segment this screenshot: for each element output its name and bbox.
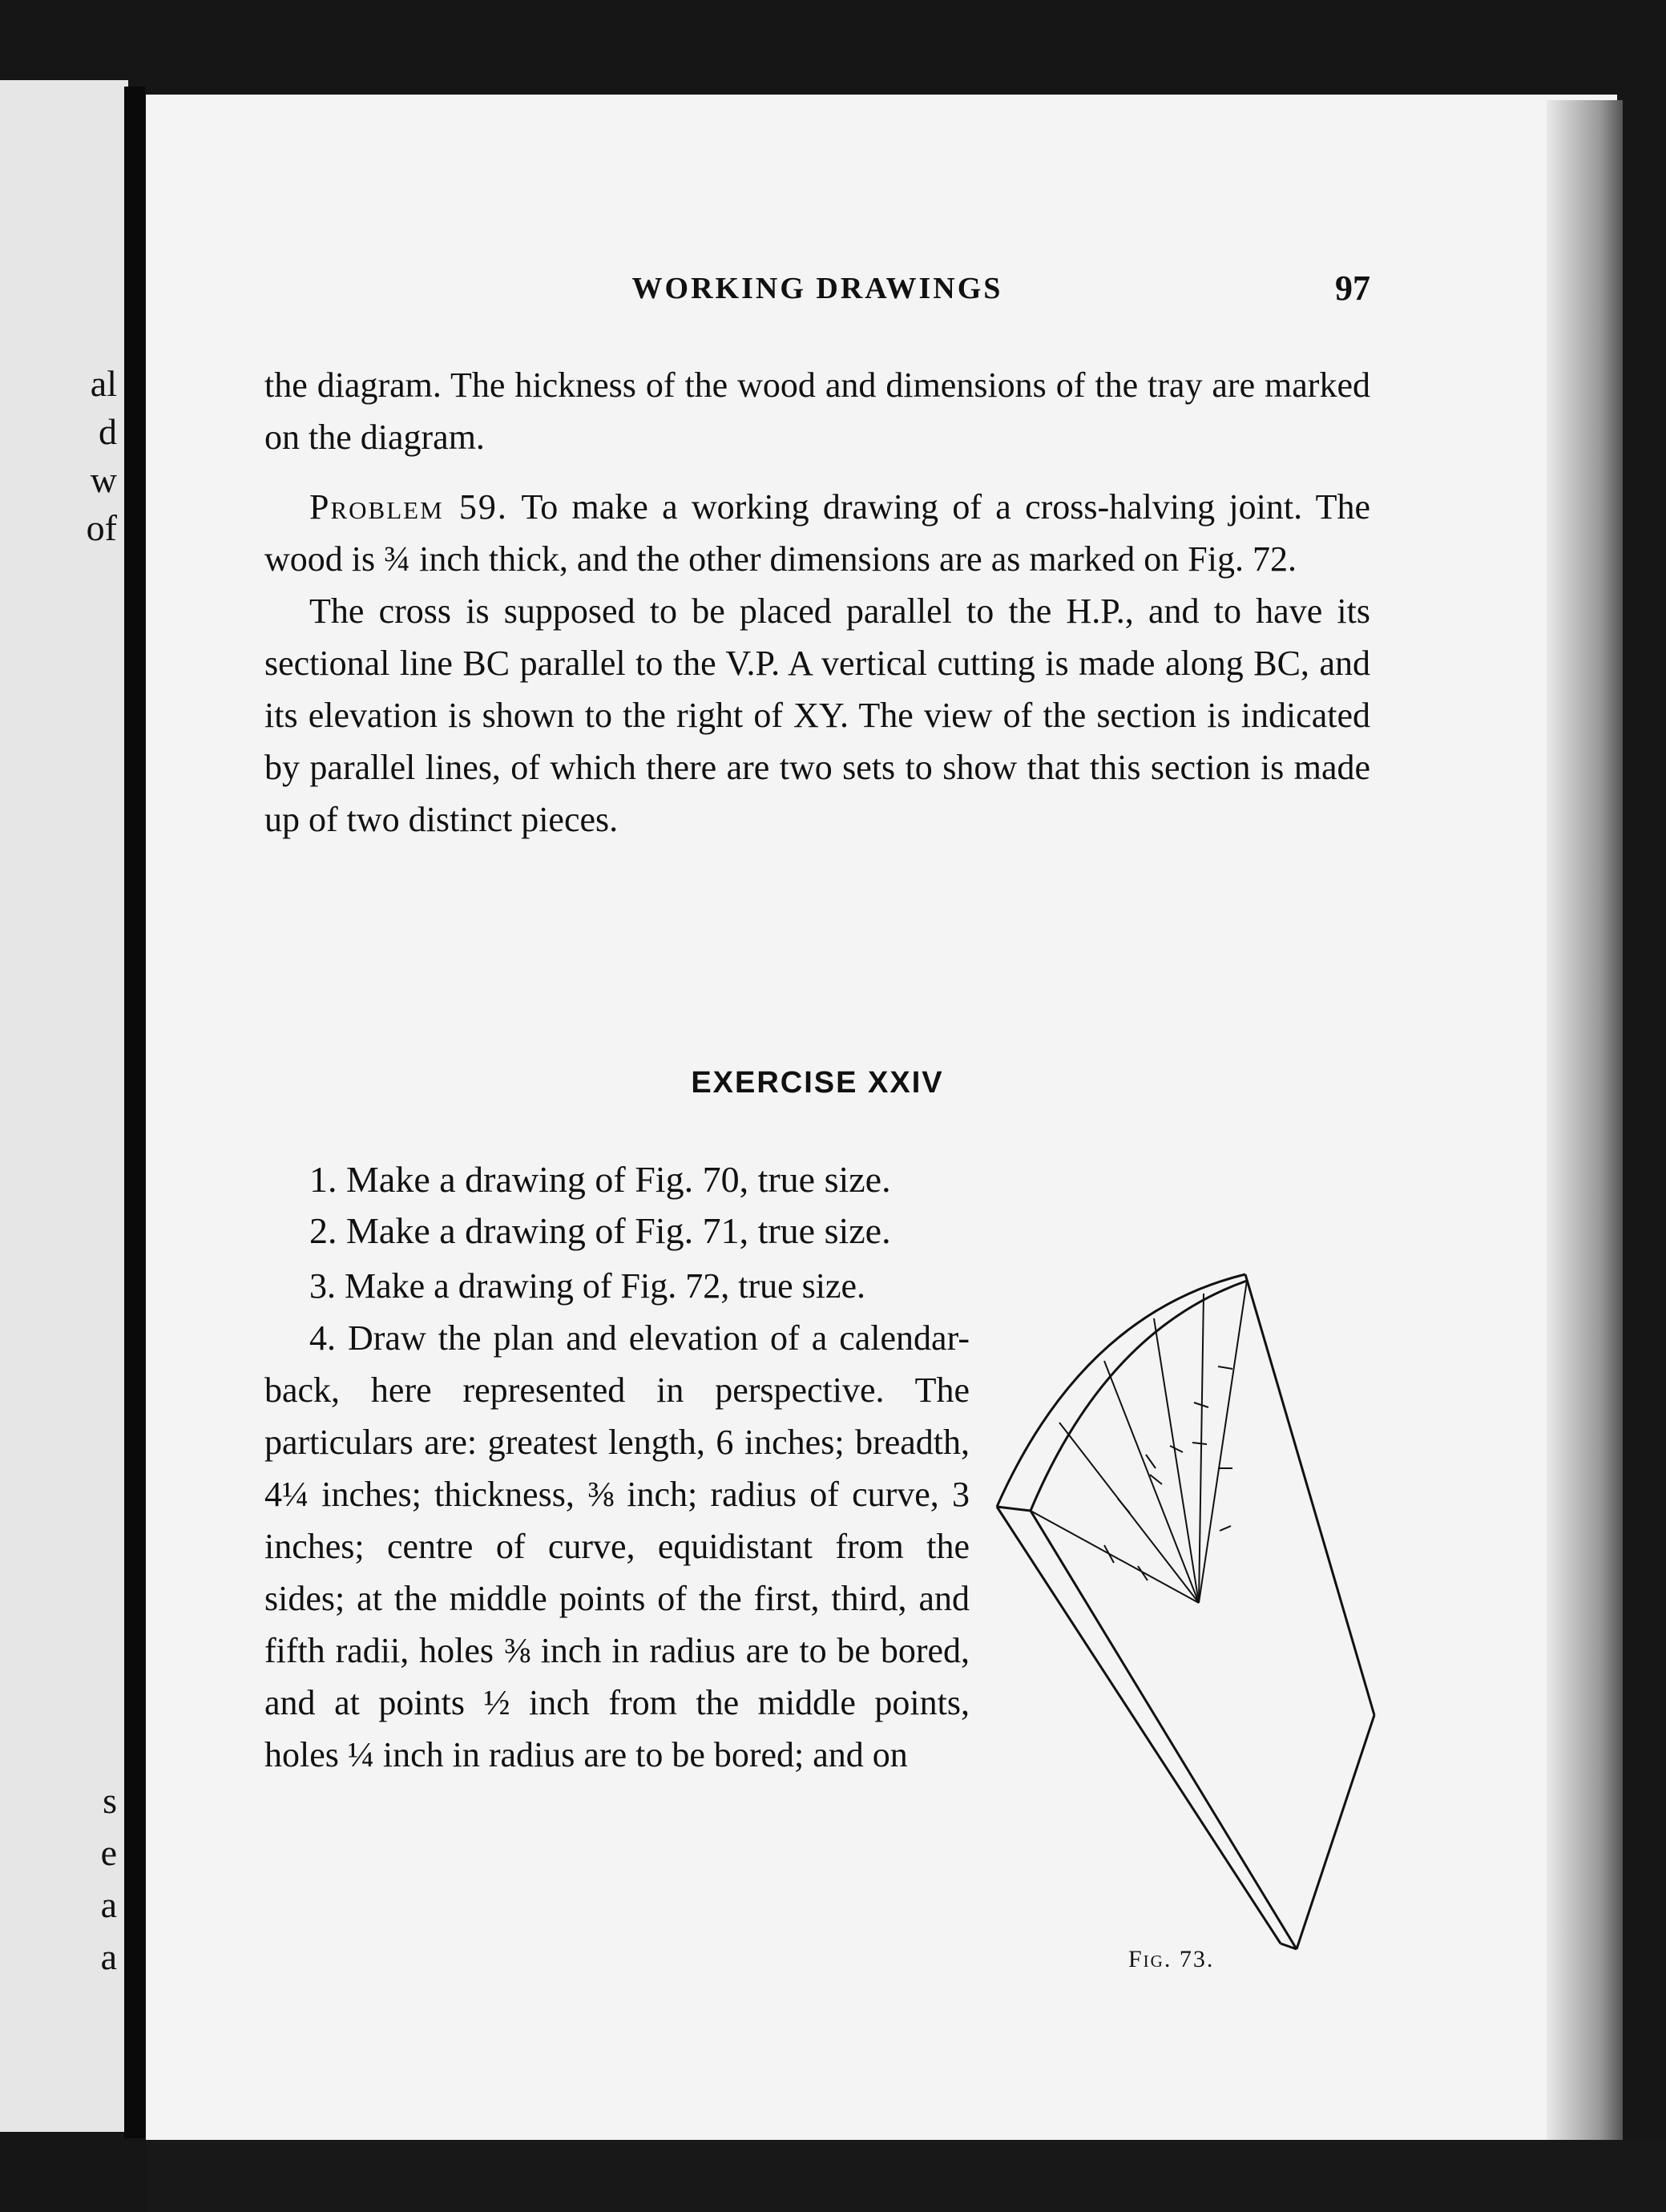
problem-text: To make a working drawing of a cross-halving joint. The wood is ¾ inch thick, and the other dimensions are as marked on Fig. 72. bbox=[264, 487, 1370, 579]
body-text bbox=[264, 359, 1370, 846]
exercise-item: 2. Make a drawing of Fig. 71, true size. bbox=[309, 1210, 891, 1251]
paragraph-continuation: the diagram. The hickness of the wood and dimensions of the tray are marked on the diagram. bbox=[264, 365, 1370, 457]
page-number: 97 bbox=[1335, 268, 1370, 308]
left-page-fragment: al bbox=[90, 363, 117, 404]
corner-edge bbox=[997, 1507, 1031, 1511]
left-page-fragment: w bbox=[90, 459, 117, 500]
exercise-title: EXERCISE XXIV bbox=[691, 1066, 944, 1100]
left-page-fragment: s bbox=[103, 1780, 117, 1821]
running-head: WORKING DRAWINGS bbox=[631, 272, 1003, 305]
calendar-back-figure bbox=[986, 1258, 1386, 1980]
left-page-fragment: d bbox=[99, 411, 117, 452]
left-side-outer bbox=[997, 1507, 1281, 1944]
exercise-list-wrapped bbox=[264, 1260, 970, 1781]
problem-label: Problem 59. bbox=[309, 487, 508, 527]
hole-marks bbox=[1104, 1366, 1232, 1580]
radii-lines bbox=[1031, 1281, 1247, 1603]
problem-paragraph bbox=[264, 481, 1370, 585]
left-page-fragment: e bbox=[100, 1832, 117, 1873]
exercise-item: 3. Make a drawing of Fig. 72, true size. bbox=[309, 1266, 866, 1306]
bottom-edge bbox=[1297, 1715, 1374, 1949]
left-side-inner bbox=[1031, 1511, 1297, 1949]
bottom-shadow bbox=[146, 2140, 1666, 2212]
outer-curve-edge bbox=[997, 1274, 1245, 1507]
page-header bbox=[264, 268, 1370, 319]
right-side-edge bbox=[1245, 1274, 1374, 1715]
figure-caption: Fig. 73. bbox=[1128, 1946, 1215, 1972]
book-gutter bbox=[124, 87, 145, 2138]
exercise-list-top bbox=[264, 1154, 1370, 1257]
left-page-edge bbox=[0, 80, 128, 2132]
exercise-item: 1. Make a drawing of Fig. 70, true size. bbox=[309, 1159, 891, 1200]
left-page-fragment: a bbox=[100, 1936, 117, 1977]
page-stack-edge bbox=[1547, 100, 1623, 2140]
left-page-fragment: of bbox=[86, 507, 117, 548]
calendar-back-drawing bbox=[997, 1274, 1374, 1949]
explanation-paragraph: The cross is supposed to be placed parallel to the H.P., and to have its sectional line BC parallel to the V.P. A vertical cutting is made along BC, and its elevation is shown to the right of XY. The view of the section is indicated by parallel lines, of which there are two sets to show that this section is made up of two distinct pieces. bbox=[264, 591, 1370, 839]
exercise-item: 4. Draw the plan and elevation of a calendar-back, here represented in perspective. The particulars are: greatest length, 6 inches; breadth, 4¼ inches; thickness, ⅜ inch; radius of curve, 3 inches; centre of curve, equidistant from the sides; at the middle points of the first, third, and fifth radii, holes ⅜ inch in radius are to be bored, and at points ½ inch from the middle points, holes ¼ inch in radius are to be bored; and on bbox=[264, 1318, 970, 1774]
left-page-fragment: a bbox=[100, 1884, 117, 1925]
